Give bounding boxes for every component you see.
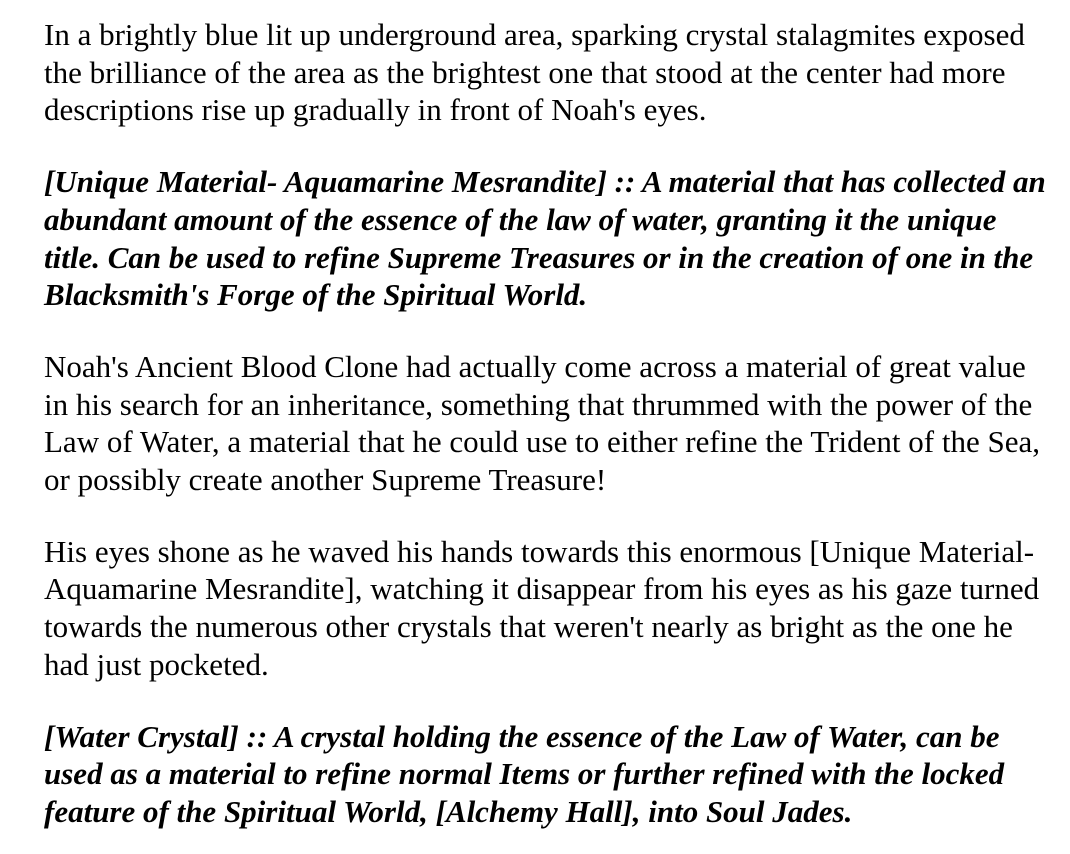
item-description-notice: [Water Crystal] :: A crystal holding the essence of the Law of Water, can be used as a material to refine normal Items or further refined with the locked feature of the Spiritual World, [Alchemy Hall], into Soul Jades. — [44, 718, 1005, 829]
narration-paragraph: His eyes shone as he waved his hands towards this enormous [Unique Material- Aquamarine Mesrandite], watching it disappear from his eyes as his gaze turned towards the numerous other crystals that weren't nearly as bright as the one he had just pocketed. — [44, 533, 1040, 682]
item-description-notice: [Unique Material- Aquamarine Mesrandite] :: A material that has collected an abundant amount of the essence of the law of water, granting it the unique title. Can be used to refine Supreme Treasures or in the creation of one in the Blacksmith's Forge of the Spiritual World. — [44, 164, 1046, 313]
narration-paragraph: Noah's Ancient Blood Clone had actually come across a material of great value in his search for an inheritance, something that thrummed with the power of the Law of Water, a material that he could use to either refine the Trident of the Sea, or possibly create another Supreme Treasure! — [44, 348, 1040, 498]
narration-paragraph: In a brightly blue lit up underground area, sparking crystal stalagmites exposed the brilliance of the area as the brightest one that stood at the center had more descriptions rise up gradually in front of Noah's eyes. — [44, 17, 1025, 128]
